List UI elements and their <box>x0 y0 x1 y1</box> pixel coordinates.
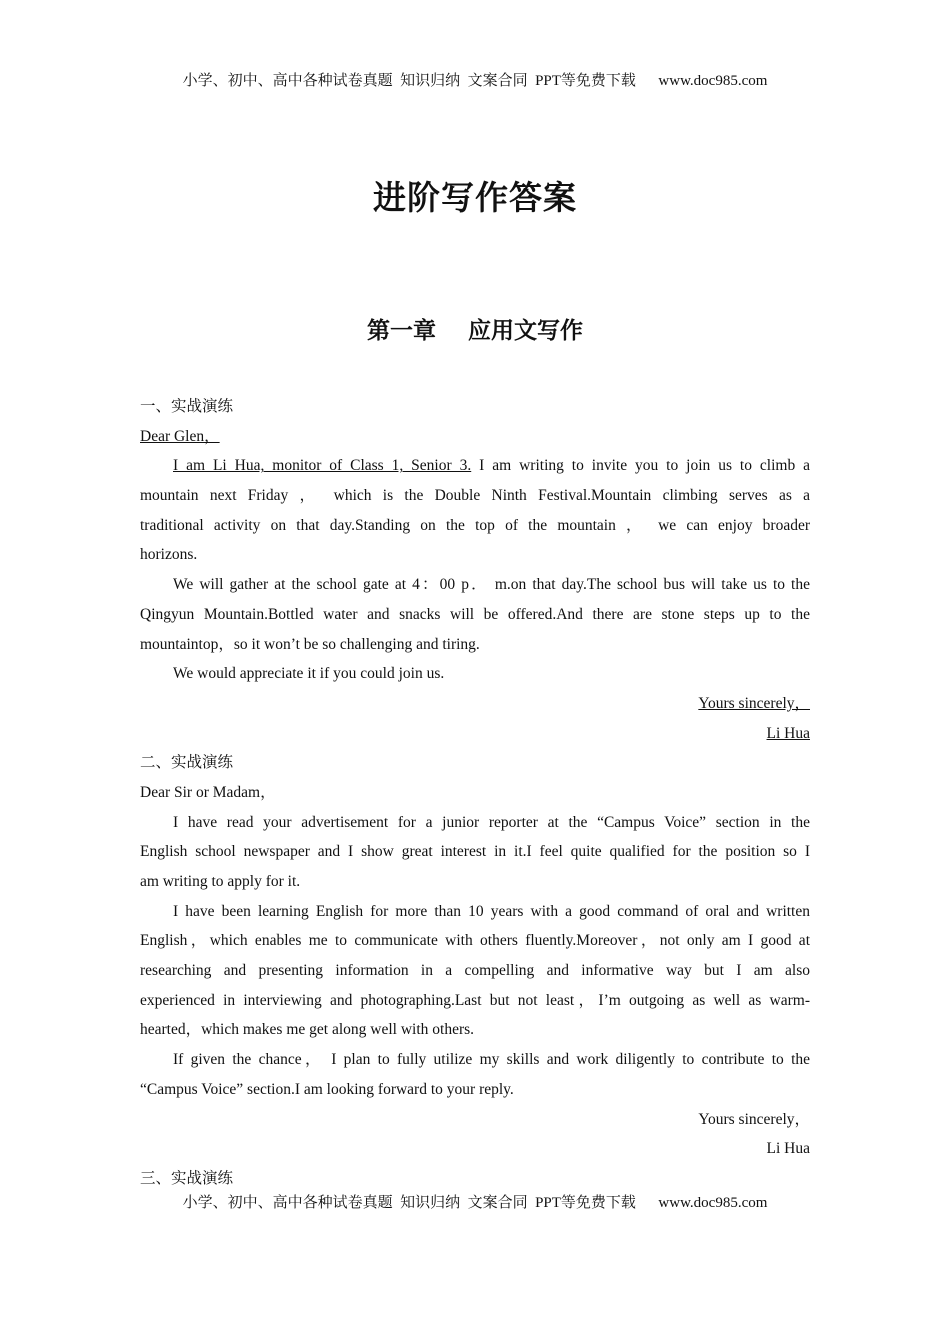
text-segment: mountaintop，so it won’t be so challenging and tiring. <box>140 635 480 653</box>
text-segment: 二、实战演练 <box>140 754 234 772</box>
document-title: 进阶写作答案 <box>373 178 577 217</box>
text-line <box>140 808 810 838</box>
text-segment: Yours sincerely， <box>698 1110 810 1128</box>
text-line <box>140 1164 810 1194</box>
text-segment: If given the chance， I plan to fully utilize my skills and work diligently to contribute to the <box>173 1051 810 1069</box>
text-segment: 一、实战演练 <box>140 398 234 415</box>
text-segment: Dear Sir or Madam， <box>140 783 276 801</box>
text-line <box>140 867 810 897</box>
text-line <box>140 1105 810 1135</box>
text-segment: Qingyun Mountain.Bottled water and snacks will be offered.And there are stone steps up to the <box>140 605 810 623</box>
text-segment: We would appreciate it if you could join us. <box>173 665 445 683</box>
text-segment: Li Hua <box>766 1140 810 1158</box>
text-line <box>140 689 810 719</box>
text-segment: researching and presenting information in a compelling and informative way but I am also <box>140 962 810 980</box>
text-line <box>140 1045 810 1075</box>
text-line <box>140 511 810 541</box>
text-line <box>140 481 810 511</box>
text-line <box>140 1134 810 1164</box>
text-line <box>140 926 810 956</box>
text-line <box>140 719 810 749</box>
text-segment: experienced in interviewing and photographing.Last but not least，I’m outgoing as well as warm- <box>140 991 810 1009</box>
text-line <box>140 392 810 422</box>
text-segment: English school newspaper and I show great interest in it.I feel quite qualified for the position so I <box>140 843 810 861</box>
page-header: 小学、初中、高中各种试卷真题 知识归纳 文案合同 PPT等免费下载 www.doc985.com <box>182 73 768 89</box>
text-segment: I have read your advertisement for a junior reporter at the “Campus Voice” section in the <box>173 813 810 831</box>
text-segment: 三、实战演练 <box>140 1169 234 1187</box>
text-segment: mountain next Friday ， which is the Double Ninth Festival.Mountain climbing serves as a <box>140 487 810 505</box>
text-line <box>140 1075 810 1105</box>
text-segment: horizons. <box>140 546 198 564</box>
text-line <box>140 422 810 452</box>
underlined-text: Yours sincerely， <box>698 694 810 712</box>
page-footer: 小学、初中、高中各种试卷真题 知识归纳 文案合同 PPT等免费下载 www.doc985.com <box>182 1195 768 1211</box>
document-body <box>140 392 810 1194</box>
text-line <box>140 451 810 481</box>
text-segment: I have been learning English for more than 10 years with a good command of oral and written <box>173 902 810 920</box>
text-line <box>140 986 810 1016</box>
text-line <box>140 600 810 630</box>
chapter-heading: 第一章 应用文写作 <box>366 318 584 344</box>
text-segment: English，which enables me to communicate with others fluently.Moreover，not only am I good at <box>140 932 810 950</box>
text-line <box>140 659 810 689</box>
text-line <box>140 897 810 927</box>
underlined-text: Li Hua <box>766 724 810 742</box>
text-line <box>140 956 810 986</box>
text-line <box>140 1015 810 1045</box>
text-line <box>140 540 810 570</box>
text-line <box>140 778 810 808</box>
text-segment: am writing to apply for it. <box>140 873 301 890</box>
text-segment: We will gather at the school gate at 4：00 p． m.on that day.The school bus will take us to the <box>173 576 810 594</box>
underlined-text: Dear Glen， <box>140 427 220 445</box>
text-segment: hearted，which makes me get along well with others. <box>140 1021 475 1039</box>
text-line <box>140 837 810 867</box>
text-line <box>140 748 810 778</box>
text-line <box>140 570 810 600</box>
text-segment: I am writing to invite you to join us to climb a <box>471 457 810 475</box>
text-segment: “Campus Voice” section.I am looking forward to your reply. <box>140 1080 514 1098</box>
text-line <box>140 630 810 660</box>
underlined-text: I am Li Hua, monitor of Class 1, Senior 3. <box>173 457 472 475</box>
text-segment: traditional activity on that day.Standing on the top of the mountain ， we can enjoy broader <box>140 516 810 534</box>
